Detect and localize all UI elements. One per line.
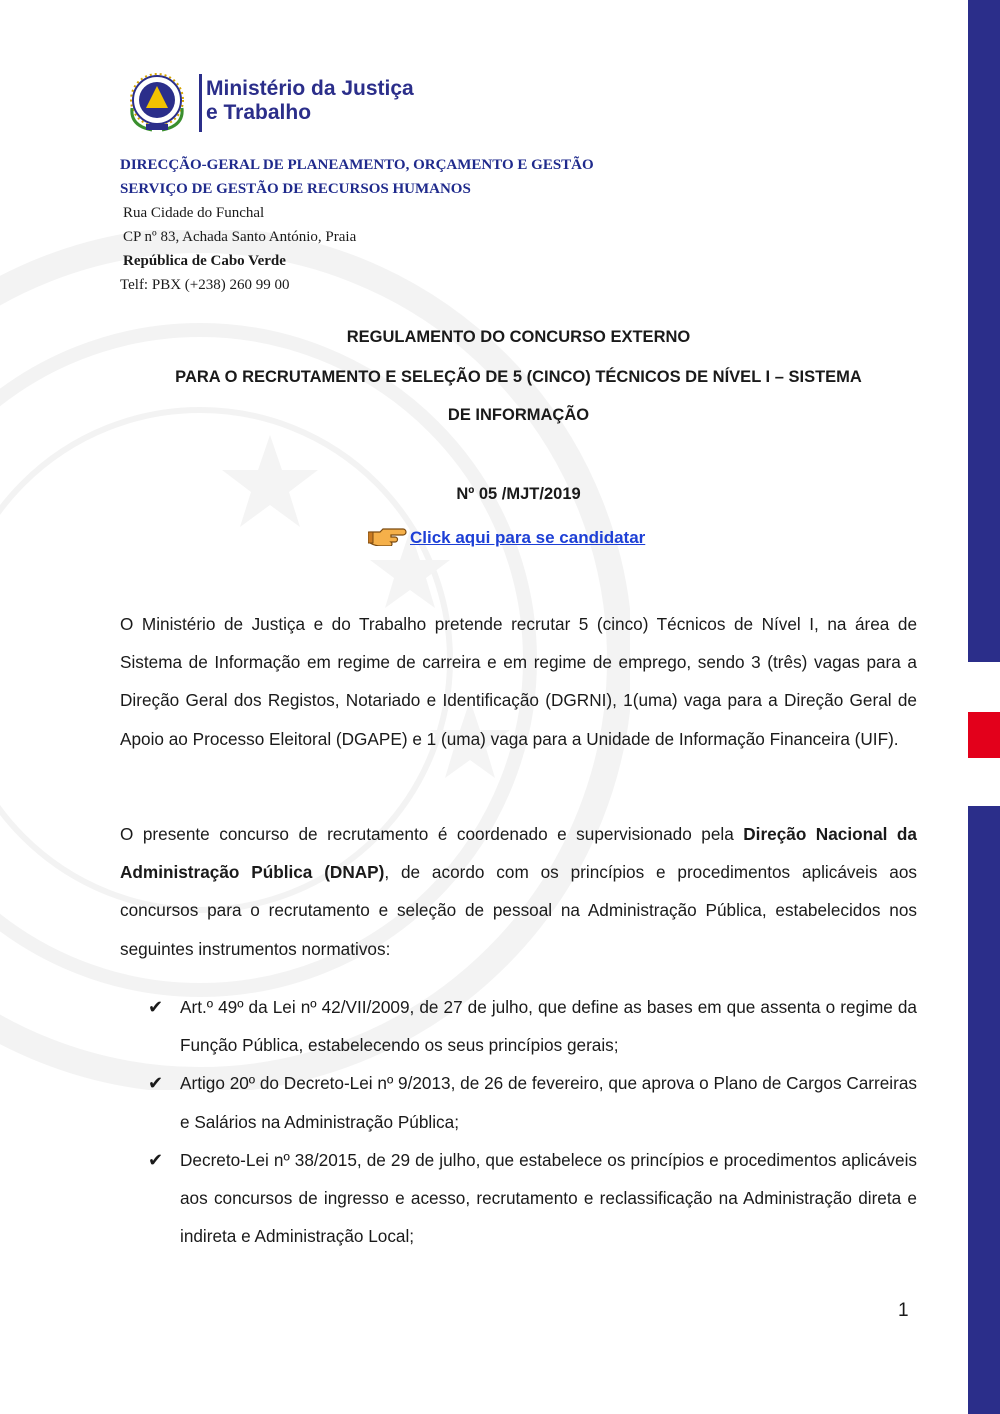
- logo-divider: [199, 74, 202, 132]
- check-icon: ✔: [148, 1073, 164, 1094]
- pointing-hand-icon: [368, 524, 408, 546]
- street-address: Rua Cidade do Funchal: [123, 205, 265, 221]
- list-item: [148, 988, 917, 1064]
- legal-references-list: [148, 988, 917, 1255]
- logo-line-1: Ministério da Justiça: [206, 77, 414, 100]
- page-number: 1: [898, 1300, 909, 1321]
- directorate-name: DIRECÇÃO-GERAL DE PLANEAMENTO, ORÇAMENTO E GESTÃO: [120, 157, 594, 173]
- coordination-text-end: , de acordo com os princípios e procedimentos aplicáveis aos concursos para o recrutamento e seleção de pessoal na Administração Pública, estabelecidos nos seguintes instrumentos normativos:: [120, 862, 917, 959]
- title-line-2: PARA O RECRUTAMENTO E SELEÇÃO DE 5 (CINCO) TÉCNICOS DE NÍVEL I – SISTEMA: [175, 368, 862, 386]
- side-bar-blue-top: [968, 0, 1000, 662]
- coat-of-arms-icon: [122, 68, 192, 136]
- postal-address: CP nº 83, Achada Santo António, Praia: [123, 229, 357, 245]
- apply-link[interactable]: Click aqui para se candidatar: [410, 528, 646, 547]
- service-name: SERVIÇO DE GESTÃO DE RECURSOS HUMANOS: [120, 181, 471, 197]
- phone-number: Telf: PBX (+238) 260 99 00: [120, 277, 290, 293]
- check-icon: ✔: [148, 997, 164, 1017]
- side-bar-red: [968, 712, 1000, 758]
- list-item-text: Decreto-Lei nº 38/2015, de 29 de julho, que estabelece os princípios e procedimentos aplicáveis aos concursos de ingresso e acesso, recrutamento e reclassificação na Administração direta e indireta e Administração Local;: [180, 1149, 917, 1247]
- coordination-text-start: O presente concurso de recrutamento é coordenado e supervisionado pela: [120, 824, 744, 844]
- dnap-name: Direção Nacional da Administração Pública (DNAP): [120, 824, 917, 883]
- title-line-3: DE INFORMAÇÃO: [447, 406, 590, 424]
- regulation-number: Nº 05 /MJT/2019: [456, 485, 581, 503]
- list-item-text: Art.º 49º da Lei nº 42/VII/2009, de 27 de julho, que define as bases em que assenta o regime da Função Pública, estabelecendo os seus princípios gerais;: [180, 997, 917, 1056]
- address-block: [120, 153, 594, 297]
- logo-text: [206, 77, 414, 125]
- list-item-text: Artigo 20º do Decreto-Lei nº 9/2013, de 26 de fevereiro, que aprova o Plano de Cargos Carreiras e Salários na Administração Pública;: [180, 1073, 917, 1132]
- list-item: [148, 1064, 917, 1140]
- title-line-1: REGULAMENTO DO CONCURSO EXTERNO: [346, 328, 691, 346]
- logo-line-2: e Trabalho: [206, 101, 312, 124]
- intro-paragraph: O Ministério de Justiça e do Trabalho pretende recrutar 5 (cinco) Técnicos de Nível I, na área de Sistema de Informação em regime de carreira e em regime de emprego, sendo 3 (três) vagas para a Direção Geral dos Registos, Notariado e Identificação (DGRNI), 1(uma) vaga para a Direção Geral de Apoio ao Processo Eleitoral (DGAPE) e 1 (uma) vaga para a Unidade de Informação Financeira (UIF).: [120, 614, 917, 749]
- check-icon: ✔: [148, 1149, 164, 1170]
- list-item: [148, 1141, 917, 1256]
- country-name: República de Cabo Verde: [123, 253, 286, 269]
- side-bar-blue-bottom: [968, 806, 1000, 1414]
- coordination-paragraph: [120, 815, 917, 968]
